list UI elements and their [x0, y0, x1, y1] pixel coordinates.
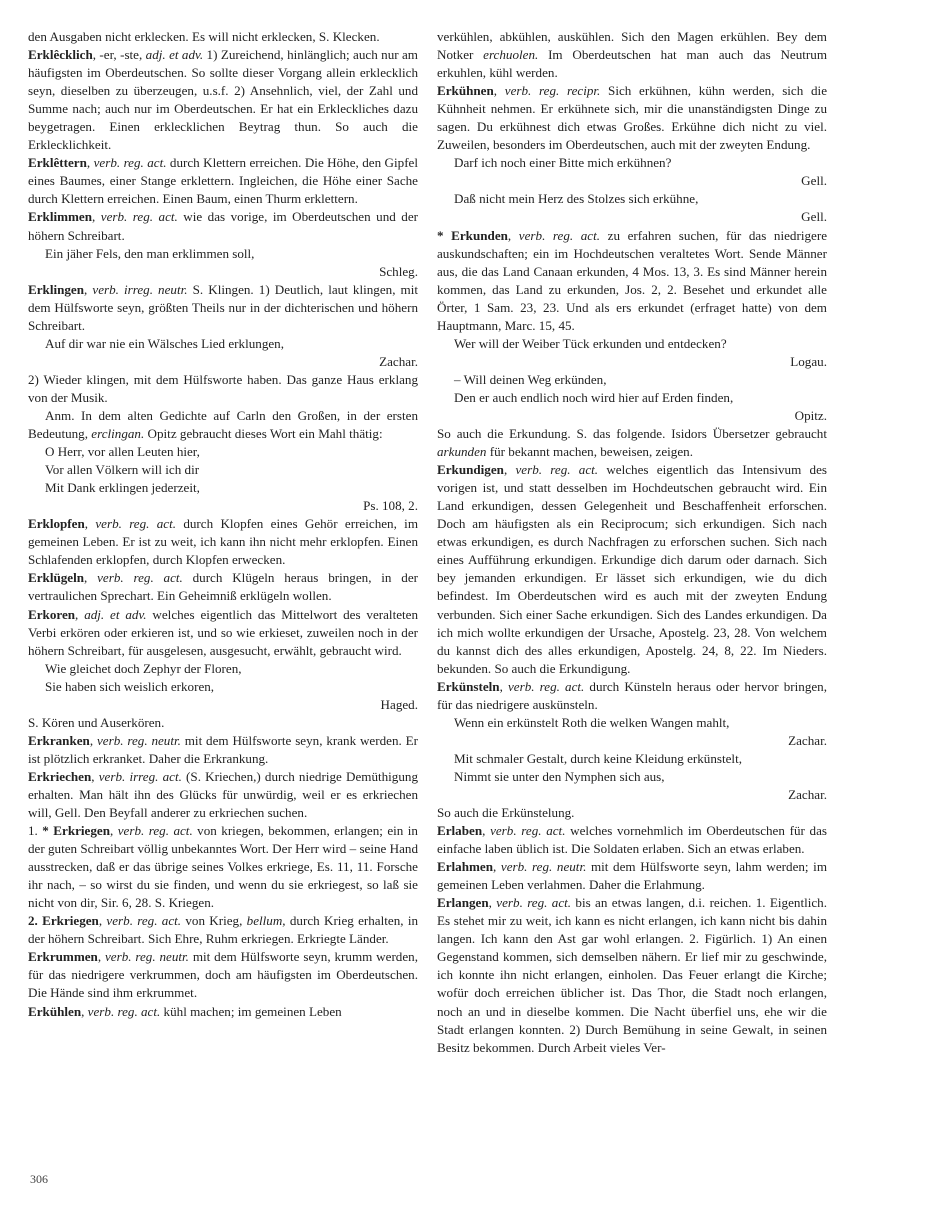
- latin-term: bellum,: [246, 913, 286, 929]
- entry-text: ,: [84, 281, 93, 297]
- quote-source: Zachar.: [788, 786, 827, 802]
- entry-text: S. Klingen. 1) Deutlich, laut klingen, mit dem Hülfsworte seyn, größten Theils nur in der dichterischen und höhern Schreibart.: [28, 281, 419, 333]
- entry-erkuehnen: [437, 82, 827, 154]
- entry-text: für bekannt machen, beweisen, zeigen.: [486, 444, 693, 460]
- entry-text: ,: [499, 678, 508, 694]
- entry-erkuenstelung: [437, 804, 827, 822]
- grammar-note: verb. reg. act.: [508, 678, 585, 694]
- grammar-note: arkunden: [437, 444, 487, 460]
- quote-source: Gell.: [801, 209, 827, 225]
- entry-text: ,: [482, 823, 491, 839]
- entry-text: durch Klügeln heraus bringen, in der vertraulichen Sprechart. Ein Geheimniß erklügeln wollen.: [28, 570, 418, 604]
- grammar-note: erclingan.: [91, 426, 145, 442]
- entry-headword: Erlaben: [437, 823, 483, 839]
- verse-line: Wenn ein erkünstelt Roth die welken Wangen mahlt,: [454, 714, 730, 730]
- entry-headword: Erkranken: [28, 732, 90, 748]
- entry-text: ,: [84, 516, 96, 532]
- right-column: [437, 28, 827, 1057]
- quote-source: Gell.: [801, 173, 827, 189]
- entry-text: welches eigentlich das Intensivum des vorigen ist, und statt desselben im Hochdeutschen gebraucht wird. Ein Land erkundigen, dessen Gelegenheit und Beschaffenheit erforschen. Doch am häufigsten als ein Reciprocum; sich erkundigen. Sich nach etwas erkundigen, es durch Nachfragen zu erforschen suchen. Sich nach eines Aufführung erkundigen. Erkundige dich darum oder darnach. Sich bey jemanden erkundigen. Er lässet sich erkundigen, wie du dich befindest. Im Oberdeutschen wird es auch mit der zweyten Endung verbunden. Sich einer Sache erkundigen. Sich des Landes erkundigen. Da ich mich wollte erkundigen der Ursache, Apostelg. 23, 28. Von welchem du kannst dich des alles erkundigen, Apostelg. 24, 8, 22. Im Nieders. bekunden. So auch die Erkundigung.: [437, 462, 827, 676]
- verse-line: Mit schmaler Gestalt, durch keine Kleidung erkünstelt,: [454, 750, 742, 766]
- verse-line: Wie gleichet doch Zephyr der Floren,: [45, 660, 242, 676]
- entry-headword: Erlahmen: [437, 859, 494, 875]
- page-number: 306: [30, 1172, 48, 1186]
- entry-erklecklich: [28, 46, 418, 154]
- grammar-note: verb. reg. act.: [117, 823, 193, 839]
- entry-headword: Erkoren: [28, 606, 76, 622]
- entry-headword: Erklimmen: [28, 209, 93, 225]
- entry-text: ,: [488, 895, 497, 911]
- entry-text: ,: [84, 570, 98, 586]
- entry-erklopfen: [28, 515, 418, 569]
- entry-text: kühl machen; im gemeinen Leben: [160, 1003, 342, 1019]
- verse-line: Sie haben sich weislich erkoren,: [45, 678, 215, 694]
- cross-reference: [28, 714, 418, 732]
- verse-line: O Herr, vor allen Leuten hier,: [45, 444, 200, 460]
- entry-text: (S. Kriechen,) durch niedrige Demüthigung erhalten. Man hält ihn des Glücks für unwürdig, weil er es erkriechen will, Gell. Den Beyfall anderer zu erkriechen suchen.: [28, 768, 418, 821]
- entry-erlaben: [437, 822, 827, 858]
- verse-line: Ein jäher Fels, den man erklimmen soll,: [45, 245, 255, 261]
- entry-text: , -er, -ste,: [92, 47, 146, 63]
- verse-line: – Will deinen Weg erkünden,: [454, 371, 607, 387]
- annotation: [28, 407, 418, 443]
- quote-source: Opitz.: [794, 407, 827, 423]
- entry-erklingen-2: [28, 371, 418, 407]
- entry-erkriegen-2: [28, 912, 418, 948]
- entry-text: ,: [75, 606, 85, 622]
- entry-text: durch Künsteln heraus oder hervor bringen, für das niedrigere auskünsteln.: [437, 678, 827, 712]
- entry-text: ,: [503, 462, 516, 478]
- entry-text: ,: [81, 1003, 88, 1019]
- entry-headword: * Erkunden: [437, 227, 508, 243]
- entry-text: S. Kören und Auserkören.: [28, 714, 165, 730]
- entry-erlangen: [437, 894, 827, 1056]
- verse-line: Auf dir war nie ein Wälsches Lied erklungen,: [45, 335, 284, 351]
- entry-headword: Erkünsteln: [437, 678, 500, 694]
- verse-line: Darf ich noch einer Bitte mich erkühnen?: [454, 155, 672, 171]
- entry-text: Anm. In dem alten Gedichte auf Carln den Großen, in der ersten Bedeutung,: [28, 407, 418, 442]
- entry-erkundung: [437, 425, 827, 461]
- entry-text: von Krieg,: [181, 913, 247, 929]
- entry-text: durch Klettern erreichen. Die Höhe, den Gipfel eines Baumes, einer Stange erklettern. Ingleichen, die Höhe einer Sache durch Klettern erreichen. Einen Baum, einen Thurm erklettern.: [28, 155, 419, 207]
- quote-source: Ps. 108, 2.: [363, 498, 418, 514]
- grammar-note: verb. reg. neutr.: [500, 859, 587, 875]
- grammar-note: verb. irreg. act.: [98, 768, 182, 784]
- entry-headword: Erklêcklich: [28, 47, 93, 63]
- entry-text: ,: [97, 949, 105, 965]
- grammar-note: verb. reg. act.: [515, 462, 599, 478]
- entry-text: mit dem Hülfsworte seyn, krank werden. Er ist plötzlich erkranket. Daher die Erkrankung.: [28, 732, 418, 766]
- entry-text: ,: [98, 913, 107, 929]
- entry-erkunden: [437, 227, 827, 335]
- entry-text: verkühlen, abkühlen, auskühlen. Sich den Magen erkühlen. Bey dem Notker: [437, 29, 827, 63]
- entry-text: mit dem Hülfsworte seyn, krumm werden, für das niedrigere verkrummen, doch am häufigsten im Oberdeutschen. Die Hände sind ihm erkrummet.: [28, 949, 418, 1001]
- grammar-note: verb. reg. act.: [490, 823, 566, 839]
- grammar-note: verb. reg. neutr.: [104, 949, 189, 965]
- grammar-note: adj. et adv.: [84, 606, 147, 622]
- entry-headword: Erklügeln: [28, 570, 85, 586]
- entry-text: So auch die Erkünstelung.: [437, 805, 575, 821]
- entry-text: zu erfahren suchen, für das niedrigere auskundschaften; ein im Hochdeutschen veraltetes Wort. Sende Männer aus, die das Land Canaan erkunden, 4 Mos. 13, 3. Es sind Männer herein kommen, das Land zu erkunden, Jos. 2, 2. Besehet und erkundet alle Örter, 1 Sam. 23, 23. Und als ers erkundet (erfraget hatte) von dem Hauptmann, Marc. 15, 45.: [437, 227, 828, 333]
- grammar-note: verb. reg. act.: [95, 516, 177, 532]
- entry-erklettern: [28, 154, 418, 208]
- entry-erlahmen: [437, 858, 827, 894]
- grammar-note: verb. reg. act.: [100, 209, 178, 225]
- entry-text: wie das vorige, im Oberdeutschen und der höhern Schreibart.: [28, 209, 418, 243]
- entry-headword: Erkundigen: [437, 462, 504, 478]
- entry-erkrummen: [28, 948, 418, 1002]
- entry-headword: Erkriechen: [28, 768, 92, 784]
- grammar-note: verb. reg. act.: [93, 155, 167, 171]
- entry-text: welches eigentlich das Mittelwort des veralteten Verbi erkören oder erkieren ist, und so wie erkieset, zuweilen noch in der höhern Schreibart, für ausgelesen, ausgesucht, erwählt, gebraucht wird.: [28, 606, 419, 658]
- entry-text: ,: [91, 768, 99, 784]
- entry-headword: Erklingen: [28, 281, 85, 297]
- entry-headword: 2. Erkriegen: [28, 913, 99, 929]
- left-column: [28, 28, 418, 1021]
- entry-erkuensteln: [437, 678, 827, 714]
- entry-headword: Erkühnen: [437, 83, 494, 99]
- entry-text: ,: [110, 823, 118, 839]
- entry-text: den Ausgaben nicht erklecken. Es will nicht erklecken, S. Klecken.: [28, 29, 380, 44]
- entry-text: 1) Zureichend, hinlänglich; auch nur am häufigsten im Oberdeutschen. So sollte dieser Vorgang allein erklecklich seyn, dieselben zu überzeugen, u.s.f. 2) Ansehnlich, viel, der Zahl und Summe nach; auch nur im Oberdeutschen. Er hat ein Erkleckliches dazu beygetragen. Einen erklecklichen Beytrag thun. So auch die Erklecklichkeit.: [28, 47, 418, 153]
- entry-text: Im Oberdeutschen hat man auch das Neutrum erkuhlen, kühl werden.: [437, 47, 828, 81]
- grammar-note: verb. reg. act.: [496, 895, 572, 911]
- grammar-note: verb. reg. act.: [106, 913, 182, 929]
- entry-text: ,: [493, 83, 505, 99]
- entry-text: ,: [493, 859, 501, 875]
- grammar-note: verb. reg. act.: [87, 1003, 161, 1019]
- grammar-note: verb. irreg. neutr.: [92, 281, 188, 297]
- grammar-note: adj. et adv.: [145, 47, 204, 63]
- entry-headword: Erkrummen: [28, 949, 98, 965]
- entry-erkuehlen-cont: [437, 28, 827, 82]
- entry-erkranken: [28, 732, 418, 768]
- entry-text: durch Krieg erhalten, in der höhern Schreibart. Sich Ehre, Ruhm erkriegen. Erkriegte Länder.: [28, 913, 419, 947]
- verse-line: Mit Dank erklingen jederzeit,: [45, 480, 200, 496]
- entry-text: ,: [89, 732, 97, 748]
- entry-text: ,: [86, 155, 94, 171]
- entry-text: Opitz gebraucht dieses Wort ein Mahl thätig:: [144, 426, 383, 442]
- entry-erklingen: [28, 281, 418, 335]
- entry-erklecken: [28, 28, 418, 46]
- verse-line: Vor allen Völkern will ich dir: [45, 462, 200, 478]
- entry-headword: Erkühlen: [28, 1003, 82, 1019]
- grammar-note: verb. reg. neutr.: [96, 732, 181, 748]
- verse-line: Daß nicht mein Herz des Stolzes sich erkühne,: [454, 191, 699, 207]
- quote-source: Haged.: [380, 696, 418, 712]
- entry-erkluegeln: [28, 569, 418, 605]
- entry-text: durch Klopfen eines Gehör erreichen, im gemeinen Leben. Er ist zu weit, ich kann ihn nicht mehr erklopfen. Einen Schlafenden erklopfen, durch Klopfen erwecken.: [28, 516, 419, 568]
- entry-erkriechen: [28, 768, 418, 822]
- entry-text: ,: [92, 209, 101, 225]
- entry-headword: Erlangen: [437, 895, 489, 911]
- entry-headword: Erklêttern: [28, 155, 87, 171]
- grammar-note: verb. reg. recipr.: [504, 83, 601, 99]
- entry-erkoren: [28, 606, 418, 660]
- entry-headword: Erklopfen: [28, 516, 85, 532]
- entry-erkuehlen: [28, 1003, 418, 1021]
- entry-erklimmen: [28, 208, 418, 244]
- quote-source: Logau.: [790, 353, 827, 369]
- quote-source: Schleg.: [379, 263, 418, 279]
- grammar-note: erchuolen.: [483, 47, 539, 63]
- entry-text: ,: [507, 227, 519, 243]
- entry-erkundigen: [437, 461, 827, 678]
- verse-line: Wer will der Weiber Tück erkunden und entdecken?: [454, 335, 727, 351]
- entry-number: 1.: [28, 823, 43, 839]
- verse-line: Den er auch endlich noch wird hier auf Erden finden,: [454, 389, 734, 405]
- quote-source: Zachar.: [379, 353, 418, 369]
- entry-text: welches vornehmlich im Oberdeutschen für das einfache laben üblich ist. Die Soldaten erlaben. Sich an etwas erlaben.: [437, 823, 827, 857]
- entry-text: So auch die Erkundung. S. das folgende. Isidors Übersetzer gebraucht: [437, 426, 827, 442]
- grammar-note: verb. reg. act.: [97, 570, 183, 586]
- entry-text: Sich erkühnen, kühn werden, sich die Kühnheit nehmen. Er erkühnete sich, mir die unanständigsten Dinge zu sagen. Du erkühnest dich etwas Großes. Erkühne dich nicht zu viel. Zuweilen, besonders im Oberdeutschen, auch mit der zweyten Endung.: [437, 83, 828, 153]
- quote-source: Zachar.: [788, 732, 827, 748]
- entry-text: 2) Wieder klingen, mit dem Hülfsworte haben. Das ganze Haus erklang von der Musik.: [28, 371, 418, 405]
- entry-text: mit dem Hülfsworte seyn, lahm werden; im gemeinen Leben verlahmen. Daher die Erlahmung.: [437, 859, 828, 893]
- entry-text: bis an etwas langen, d.i. reichen. 1. Eigentlich. Es stehet mir zu weit, ich kann es nicht erlangen, ich kann nicht bis dahin langen. Ich kann den Ast gar wohl erlangen. 2. Figürlich. 1) An einen Gegenstand kommen, sich demselben nähern. Er lief mir zu geschwinde, ich konnte ihn nicht erlangen, einholen. Das Feuer erlangt die Kirche; wofür doch erreichen üblicher ist. Das Thor, die Stadt noch erlangen, noch an und in dieselbe kommen. Die Nacht überfiel uns, ehe wir die Stadt erlangen konnten. 2) Durch Bemühung in seine Gewalt, in seinen Besitz bekommen. Durch Arbeit vieles Ver-: [437, 895, 827, 1055]
- entry-headword: * Erkriegen: [42, 823, 111, 839]
- grammar-note: verb. reg. act.: [518, 227, 601, 243]
- entry-text: von kriegen, bekommen, erlangen; ein in der guten Schreibart völlig unbekanntes Wort. Der Herr wird – seine Hand ausstrecken, daß er das übrige seines Volkes erkriege, Es. 11, 11. Forsche ihr nach, – so wirst du sie finden, und wenn du sie erkriegest, so laß sie nicht von dir, Sir. 6, 28. S. Kriegen.: [28, 823, 418, 911]
- entry-erkriegen-1: [28, 822, 418, 912]
- verse-line: Nimmt sie unter den Nymphen sich aus,: [454, 768, 665, 784]
